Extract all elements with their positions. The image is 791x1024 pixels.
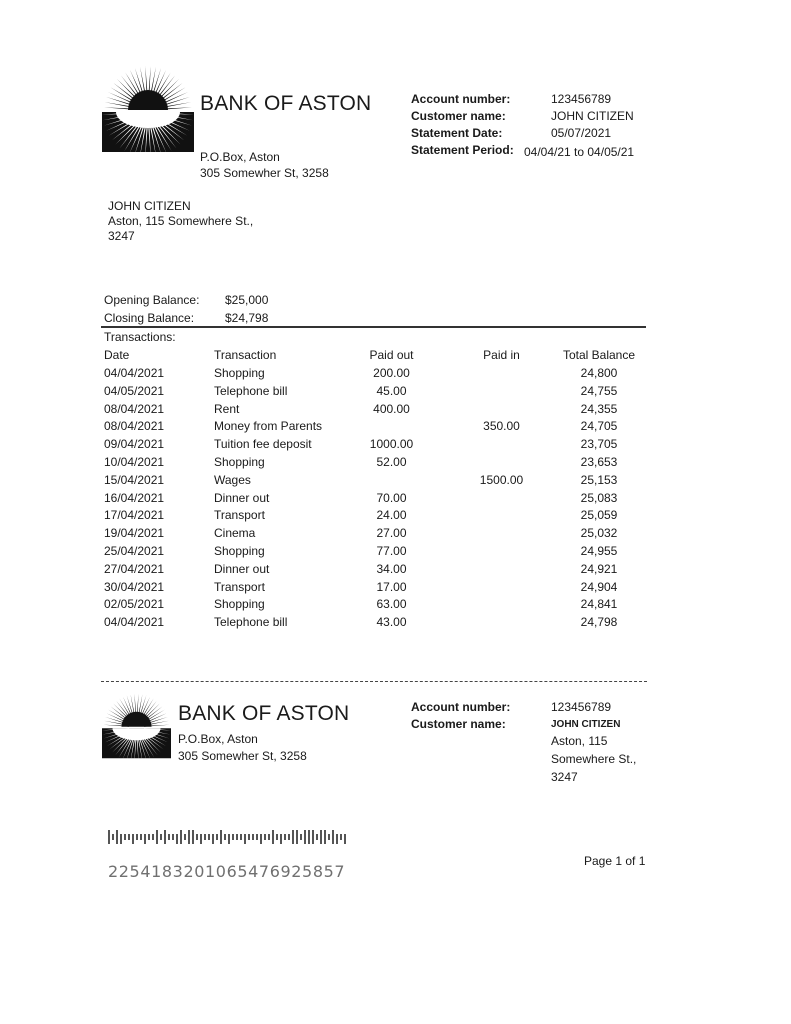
row-date: 10/04/2021 <box>104 455 165 469</box>
row-paid-out: 52.00 <box>376 455 407 469</box>
slip-customer-address-line2: Somewhere St., <box>551 752 637 766</box>
row-transaction: Transport <box>214 579 265 594</box>
row-paid-out: 24.00 <box>376 508 407 523</box>
row-paid-out: 400.00 <box>373 401 410 416</box>
row-date: 30/04/2021 <box>104 579 165 594</box>
transactions-table <box>104 346 649 636</box>
column-header-date: Date <box>104 348 130 362</box>
column-header-transaction: Transaction <box>214 348 277 362</box>
barcode-icon <box>108 826 354 844</box>
statement-date-label: Statement Date: <box>411 126 503 140</box>
slip-bank-name: BANK OF ASTON <box>178 702 350 725</box>
customer-name-value: JOHN CITIZEN <box>551 109 634 123</box>
row-date: 15/04/2021 <box>104 472 165 487</box>
row-paid-in: 350.00 <box>483 419 520 434</box>
balance-divider <box>101 326 646 328</box>
transactions-label: Transactions: <box>104 330 176 344</box>
statement-date-value: 05/07/2021 <box>551 126 612 140</box>
row-total-balance: 25,032 <box>580 526 618 541</box>
closing-balance-label: Closing Balance: <box>104 311 195 325</box>
row-date: 08/04/2021 <box>104 401 165 416</box>
bank-address-line1: P.O.Box, Aston <box>200 150 280 164</box>
table-row <box>104 489 649 507</box>
table-row <box>104 613 649 631</box>
column-header-paid-in: Paid in <box>483 348 520 362</box>
table-row <box>104 560 649 578</box>
column-header-paid-out: Paid out <box>369 348 414 362</box>
row-date: 19/04/2021 <box>104 526 165 541</box>
row-transaction: Telephone bill <box>214 615 288 630</box>
recipient-address-line1: Aston, 115 Somewhere St., <box>108 214 254 228</box>
bank-address-line2: 305 Somewher St, 3258 <box>200 166 329 180</box>
row-paid-out: 70.00 <box>376 490 407 505</box>
table-row <box>104 524 649 542</box>
statement-period-value: 04/04/21 to 04/05/21 <box>524 145 635 159</box>
opening-balance-value: $25,000 <box>225 293 269 307</box>
tear-off-line <box>101 681 647 682</box>
row-total-balance: 24,904 <box>580 579 618 594</box>
row-total-balance: 23,653 <box>580 455 618 469</box>
row-transaction: Rent <box>214 401 240 416</box>
row-paid-out: 27.00 <box>376 526 407 541</box>
table-row <box>104 382 649 400</box>
bank-name: BANK OF ASTON <box>200 92 372 115</box>
row-paid-out: 17.00 <box>376 579 407 594</box>
row-transaction: Tuition fee deposit <box>214 437 312 452</box>
row-transaction: Shopping <box>214 597 265 612</box>
row-paid-out: 45.00 <box>376 383 407 398</box>
customer-name-label: Customer name: <box>411 109 506 123</box>
slip-bank-address-line1: P.O.Box, Aston <box>178 732 258 746</box>
row-total-balance: 24,798 <box>580 615 618 630</box>
row-transaction: Money from Parents <box>214 419 323 434</box>
table-row <box>104 506 649 524</box>
column-header-total-balance: Total Balance <box>562 348 636 362</box>
row-date: 04/04/2021 <box>104 615 165 630</box>
row-total-balance: 25,153 <box>580 472 618 487</box>
row-date: 25/04/2021 <box>104 544 165 558</box>
table-row <box>104 417 649 435</box>
recipient-name: JOHN CITIZEN <box>108 199 191 213</box>
row-transaction: Shopping <box>214 455 265 469</box>
table-row <box>104 542 649 560</box>
slip-account-number-value: 123456789 <box>551 700 612 714</box>
row-total-balance: 24,755 <box>580 383 618 398</box>
account-number-label: Account number: <box>411 92 511 106</box>
row-total-balance: 24,355 <box>580 401 618 416</box>
row-paid-out: 200.00 <box>373 366 410 380</box>
table-row <box>104 435 649 453</box>
opening-balance-label: Opening Balance: <box>104 293 200 307</box>
row-paid-out: 63.00 <box>376 597 407 612</box>
row-total-balance: 24,955 <box>580 544 618 558</box>
table-row <box>104 453 649 471</box>
row-paid-in: 1500.00 <box>479 472 524 487</box>
slip-bank-logo-icon <box>102 693 171 759</box>
table-row <box>104 595 649 613</box>
slip-customer-name-value: JOHN CITIZEN <box>551 719 621 730</box>
row-transaction: Cinema <box>214 526 256 541</box>
table-row <box>104 471 649 489</box>
row-transaction: Dinner out <box>214 561 270 576</box>
row-transaction: Transport <box>214 508 265 523</box>
table-row <box>104 400 649 418</box>
row-date: 09/04/2021 <box>104 437 165 452</box>
row-total-balance: 24,921 <box>580 561 618 576</box>
row-paid-out: 77.00 <box>376 544 407 558</box>
row-paid-out: 34.00 <box>376 561 407 576</box>
row-paid-out: 43.00 <box>376 615 407 630</box>
row-transaction: Shopping <box>214 366 265 380</box>
row-date: 17/04/2021 <box>104 508 165 523</box>
slip-account-number-label: Account number: <box>411 700 511 714</box>
bank-logo-icon <box>102 66 194 152</box>
page-number: Page 1 of 1 <box>584 854 646 868</box>
statement-period-label: Statement Period: <box>411 143 514 157</box>
closing-balance-value: $24,798 <box>225 311 269 325</box>
row-total-balance: 25,059 <box>580 508 618 523</box>
row-date: 04/05/2021 <box>104 383 165 398</box>
row-transaction: Wages <box>214 472 251 487</box>
row-transaction: Shopping <box>214 544 265 558</box>
row-total-balance: 24,800 <box>580 366 618 380</box>
row-date: 16/04/2021 <box>104 490 165 505</box>
row-total-balance: 24,841 <box>580 597 618 612</box>
row-date: 04/04/2021 <box>104 366 165 380</box>
row-date: 02/05/2021 <box>104 597 165 612</box>
row-total-balance: 24,705 <box>580 419 618 434</box>
slip-customer-address-line3: 3247 <box>551 770 578 784</box>
row-transaction: Telephone bill <box>214 383 288 398</box>
table-row <box>104 364 649 382</box>
account-number-value: 123456789 <box>551 92 612 106</box>
table-header <box>104 346 649 364</box>
row-total-balance: 25,083 <box>580 490 618 505</box>
slip-customer-address-line1: Aston, 115 <box>551 734 608 748</box>
row-transaction: Dinner out <box>214 490 270 505</box>
slip-bank-address-line2: 305 Somewher St, 3258 <box>178 749 307 763</box>
row-date: 08/04/2021 <box>104 419 165 434</box>
barcode-number: 2254183201065476925857 <box>108 862 346 881</box>
table-row <box>104 578 649 596</box>
slip-customer-name-label: Customer name: <box>411 717 506 731</box>
row-paid-out: 1000.00 <box>369 437 414 452</box>
row-date: 27/04/2021 <box>104 561 165 576</box>
recipient-address-line2: 3247 <box>108 229 135 243</box>
row-total-balance: 23,705 <box>580 437 618 452</box>
